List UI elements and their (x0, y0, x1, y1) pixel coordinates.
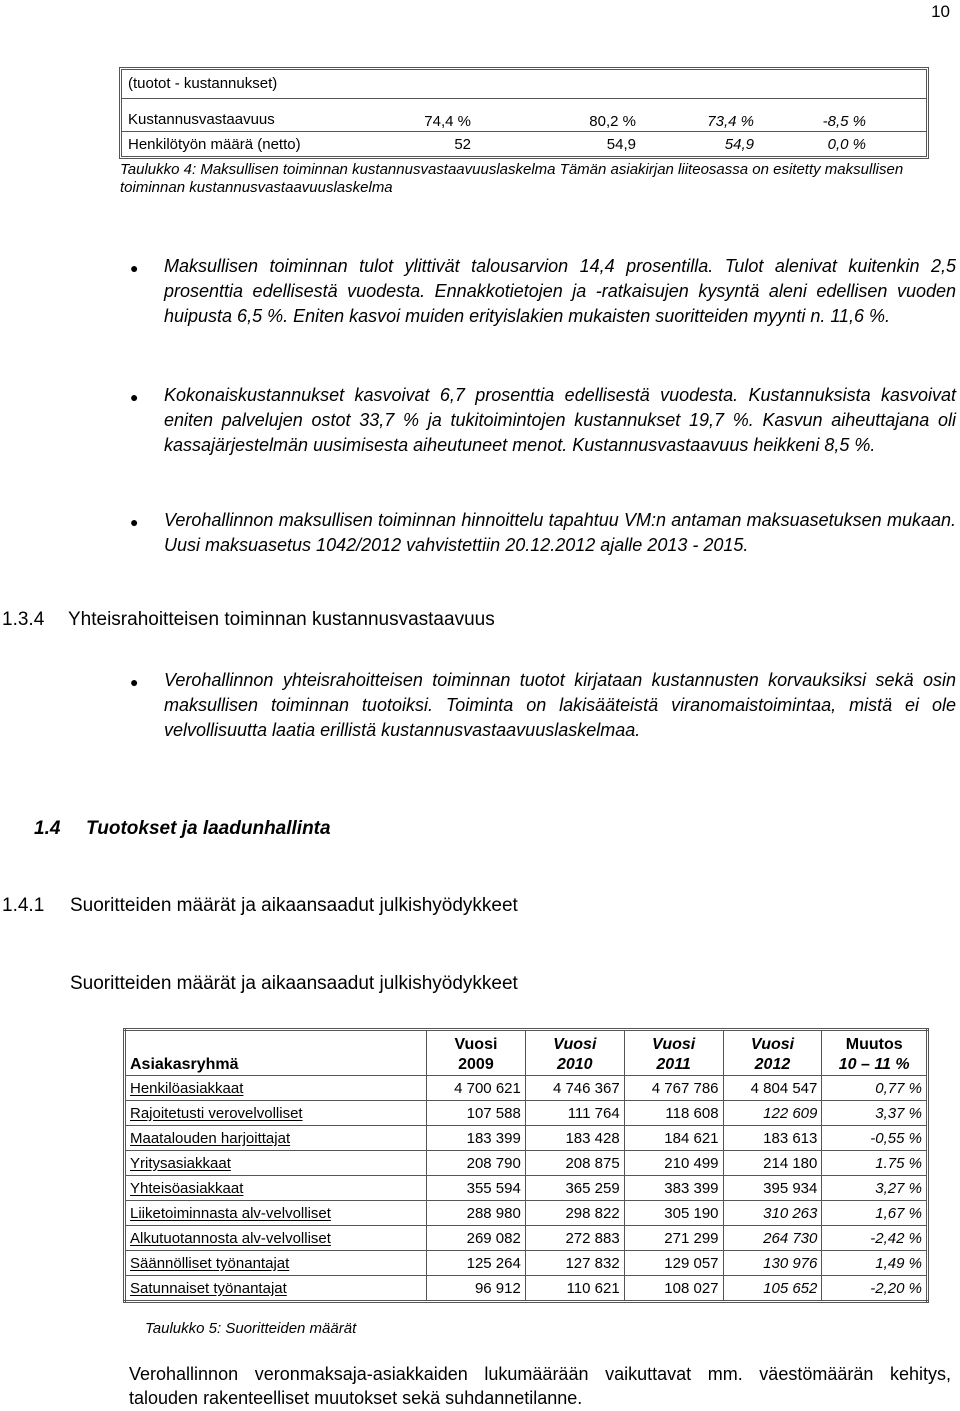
row-label: Rajoitetusti verovelvolliset (125, 1101, 427, 1126)
row-label: Yhteisöasiakkaat (125, 1176, 427, 1201)
section-title: Yhteisrahoitteisen toiminnan kustannusvastaavuus (68, 609, 495, 630)
cell: 96 912 (427, 1276, 526, 1302)
cell: 288 980 (427, 1201, 526, 1226)
table-row (125, 1201, 928, 1226)
cell: 3,27 % (822, 1176, 928, 1201)
column-header: Vuosi 2010 (525, 1030, 624, 1076)
cell: 183 613 (723, 1126, 822, 1151)
table-caption-4: Taulukko 4: Maksullisen toiminnan kustannusvastaavuuslaskelma Tämän asiakirjan liiteosassa on esitetty maksullisen toiminnan kustannusvastaavuuslaskelma (120, 161, 904, 196)
cell: 54,9 (724, 136, 754, 153)
cell: 1.75 % (822, 1151, 928, 1176)
cell: 74,4 % (424, 113, 471, 130)
cell: 3,37 % (822, 1101, 928, 1126)
cell: 183 399 (427, 1126, 526, 1151)
cell: 80,2 % (589, 113, 636, 130)
table-row (125, 1151, 928, 1176)
cell: 4 767 786 (624, 1076, 723, 1101)
row-label: Säännölliset työnantajat (125, 1251, 427, 1276)
bullet-icon: ● (130, 674, 139, 690)
table-row (125, 1126, 928, 1151)
cell: 383 399 (624, 1176, 723, 1201)
cell: 1,49 % (822, 1251, 928, 1276)
cost-recovery-table (119, 67, 929, 159)
cell: 4 804 547 (723, 1076, 822, 1101)
cell: 184 621 (624, 1126, 723, 1151)
cell: 183 428 (525, 1126, 624, 1151)
table-row (122, 98, 926, 130)
cell: -2,42 % (822, 1226, 928, 1251)
cell: 130 976 (723, 1251, 822, 1276)
table-header-row (125, 1030, 928, 1076)
table-caption-5: Taulukko 5: Suoritteiden määrät (145, 1320, 357, 1337)
cell: 310 263 (723, 1201, 822, 1226)
closing-paragraph: Verohallinnon veronmaksaja-asiakkaiden lukumäärään vaikuttavat mm. väestömäärän kehitys, talouden rakenteelliset muutokset sekä suhdannetilanne. (129, 1364, 951, 1408)
cell: 214 180 (723, 1151, 822, 1176)
service-volumes-table (123, 1028, 929, 1303)
section-title: Suoritteiden määrät ja aikaansaadut julkishyödykkeet (70, 895, 518, 916)
cell: 73,4 % (707, 113, 754, 130)
cell: 129 057 (624, 1251, 723, 1276)
cell: 110 621 (525, 1276, 624, 1302)
table-row (125, 1176, 928, 1201)
cell: 298 822 (525, 1201, 624, 1226)
column-header: Asiakasryhmä (125, 1030, 427, 1076)
column-header: Vuosi 2012 (723, 1030, 822, 1076)
bullet-paragraph: Maksullisen toiminnan tulot ylittivät talousarvion 14,4 prosentilla. Tulot alenivat kuitenkin 2,5 prosenttia edellisestä vuodesta. Ennakkotietojen ja -ratkaisujen kysyntä aleni edellisen vuoden huipusta 6,5 %. Eniten kasvoi muiden erityislakien mukaisten suoritteiden myynti n. 11,6 %. (164, 256, 956, 326)
table-row (125, 1101, 928, 1126)
cell: 272 883 (525, 1226, 624, 1251)
bullet-icon: ● (130, 260, 139, 276)
table-row (125, 1251, 928, 1276)
bullet-icon: ● (130, 514, 139, 530)
bullet-paragraph: Verohallinnon maksullisen toiminnan hinnoittelu tapahtuu VM:n antaman maksuasetuksen mukaan. Uusi maksuasetus 1042/2012 vahvistettiin 20.12.2012 ajalle 2013 - 2015. (164, 510, 956, 555)
cell: 210 499 (624, 1151, 723, 1176)
bullet-icon: ● (130, 389, 139, 405)
cell: -8,5 % (822, 113, 866, 130)
section-number: 1.4 (34, 818, 61, 839)
table-row (125, 1226, 928, 1251)
page-number: 10 (931, 2, 950, 21)
table-title: Suoritteiden määrät ja aikaansaadut julkishyödykkeet (70, 973, 518, 994)
row-label: Liiketoiminnasta alv-velvolliset (125, 1201, 427, 1226)
cell: 4 700 621 (427, 1076, 526, 1101)
row-label: Kustannusvastaavuus (128, 111, 275, 128)
bullet-paragraph: Kokonaiskustannukset kasvoivat 6,7 prosenttia edellisestä vuodesta. Kustannuksista kasvoivat eniten palvelujen ostot 33,7 % ja tukitoimintojen kustannukset 19,7 %. Kasvun aiheuttajana oli kassajärjestelmän uusimisesta aiheutuneet menot. Kustannusvastaavuus heikkeni 8,5 %. (164, 385, 956, 455)
cell: -0,55 % (822, 1126, 928, 1151)
row-label: Maatalouden harjoittajat (125, 1126, 427, 1151)
cell: 0,77 % (822, 1076, 928, 1101)
cell: 271 299 (624, 1226, 723, 1251)
row-label: Henkilöasiakkaat (125, 1076, 427, 1101)
cell: 52 (454, 136, 471, 153)
cell: 105 652 (723, 1276, 822, 1302)
table-row (122, 131, 926, 156)
row-label: Alkutuotannosta alv-velvolliset (125, 1226, 427, 1251)
cell: 107 588 (427, 1101, 526, 1126)
cell: 355 594 (427, 1176, 526, 1201)
cell: 4 746 367 (525, 1076, 624, 1101)
cell: 122 609 (723, 1101, 822, 1126)
cell: 395 934 (723, 1176, 822, 1201)
section-number: 1.4.1 (2, 895, 45, 916)
section-number: 1.3.4 (2, 609, 45, 630)
cell: 127 832 (525, 1251, 624, 1276)
cell: 125 264 (427, 1251, 526, 1276)
table-header-row (122, 70, 926, 98)
cell: 264 730 (723, 1226, 822, 1251)
column-header: Muutos 10 – 11 % (822, 1030, 928, 1076)
cell: 208 875 (525, 1151, 624, 1176)
cell: 0,0 % (827, 136, 866, 153)
cell: 269 082 (427, 1226, 526, 1251)
cell: 111 764 (525, 1101, 624, 1126)
row-label: Yritysasiakkaat (125, 1151, 427, 1176)
cell: 305 190 (624, 1201, 723, 1226)
cell: 365 259 (525, 1176, 624, 1201)
cell: 1,67 % (822, 1201, 928, 1226)
bullet-paragraph: Verohallinnon yhteisrahoitteisen toiminnan tuotot kirjataan kustannusten korvauksiksi sekä osin maksullisen toiminnan tuotoiksi. Toiminta on lakisääteistä viranomaistoimintaa, mistä ei ole velvollisuutta laatia erillistä kustannusvastaavuuslaskelmaa. (164, 670, 956, 740)
table-row (125, 1076, 928, 1101)
cell: 118 608 (624, 1101, 723, 1126)
column-header: Vuosi 2011 (624, 1030, 723, 1076)
cell: 108 027 (624, 1276, 723, 1302)
column-header: Vuosi 2009 (427, 1030, 526, 1076)
section-title: Tuotokset ja laadunhallinta (86, 818, 331, 839)
cell: 208 790 (427, 1151, 526, 1176)
cell: -2,20 % (822, 1276, 928, 1302)
table-header: (tuotot - kustannukset) (128, 75, 278, 92)
cell: 54,9 (606, 136, 636, 153)
table-row (125, 1276, 928, 1302)
row-label: Henkilötyön määrä (netto) (128, 136, 301, 153)
row-label: Satunnaiset työnantajat (125, 1276, 427, 1302)
